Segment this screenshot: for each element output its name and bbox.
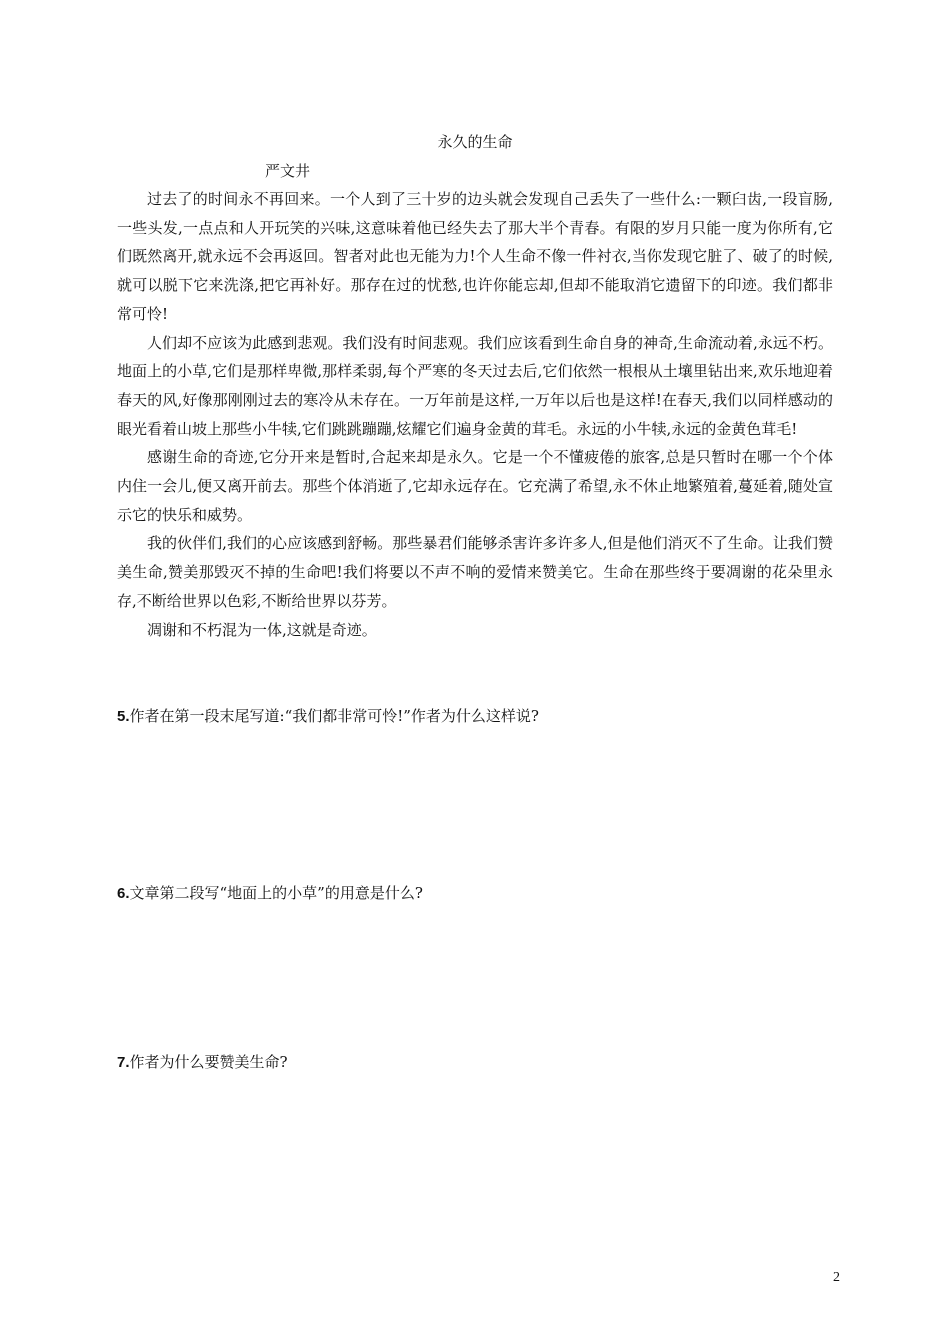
question-text: 作者在第一段末尾写道:“我们都非常可怜!”作者为什么这样说? xyxy=(129,707,539,725)
page-number: 2 xyxy=(833,1270,840,1285)
article-author: 严文井 xyxy=(265,162,311,180)
question-number: 5. xyxy=(117,708,130,725)
article-paragraph: 过去了的时间永不再回来。一个人到了三十岁的边头就会发现自己丢失了一些什么:一颗臼齿,一段盲肠,一些头发,一点点和人开玩笑的兴味,这意味着他已经失去了那大半个青春。有限的岁月只能一度为你所有,它们既然离开,就永远不会再返回。智者对此也无能为力!个人生命不像一件衬衣,当你发现它脏了、破了的时候,就可以脱下它来洗涤,把它再补好。那存在过的忧愁,也许你能忘却,但却不能取消它遗留下的印迹。我们都非常可怜! xyxy=(117,190,833,323)
article-paragraph: 感谢生命的奇迹,它分开来是暂时,合起来却是永久。它是一个不懂疲倦的旅客,总是只暂时在哪一个个体内住一会儿,便又离开前去。那些个体消逝了,它却永远存在。它充满了希望,永不休止地繁殖着,蔓延着,随处宣示它的快乐和威势。 xyxy=(117,448,833,524)
article-paragraph: 人们却不应该为此感到悲观。我们没有时间悲观。我们应该看到生命自身的神奇,生命流动着,永远不朽。地面上的小草,它们是那样卑微,那样柔弱,每个严寒的冬天过去后,它们依然一根根从土壤里钻出来,欢乐地迎着春天的风,好像那刚刚过去的寒冷从未存在。一万年前是这样,一万年以后也是这样!在春天,我们以同样感动的眼光看着山坡上那些小牛犊,它们跳跳蹦蹦,炫耀它们遍身金黄的茸毛。永远的小牛犊,永远的金黄色茸毛! xyxy=(117,333,833,438)
question-number: 6. xyxy=(117,885,130,902)
question-text: 文章第二段写“地面上的小草”的用意是什么? xyxy=(129,884,423,902)
question-5 xyxy=(117,704,833,729)
article-title: 永久的生命 xyxy=(437,133,513,151)
question-text: 作者为什么要赞美生命? xyxy=(129,1053,288,1071)
article-paragraph: 我的伙伴们,我们的心应该感到舒畅。那些暴君们能够杀害许多许多人,但是他们消灭不了生命。让我们赞美生命,赞美那毁灭不掉的生命吧!我们将要以不声不响的爱情来赞美它。生命在那些终于要凋谢的花朵里永存,不断给世界以色彩,不断给世界以芬芳。 xyxy=(117,534,833,610)
question-6 xyxy=(117,881,833,906)
question-7 xyxy=(117,1050,833,1075)
question-number: 7. xyxy=(117,1054,130,1071)
article-paragraph: 凋谢和不朽混为一体,这就是奇迹。 xyxy=(147,620,377,639)
article-body xyxy=(117,185,833,644)
